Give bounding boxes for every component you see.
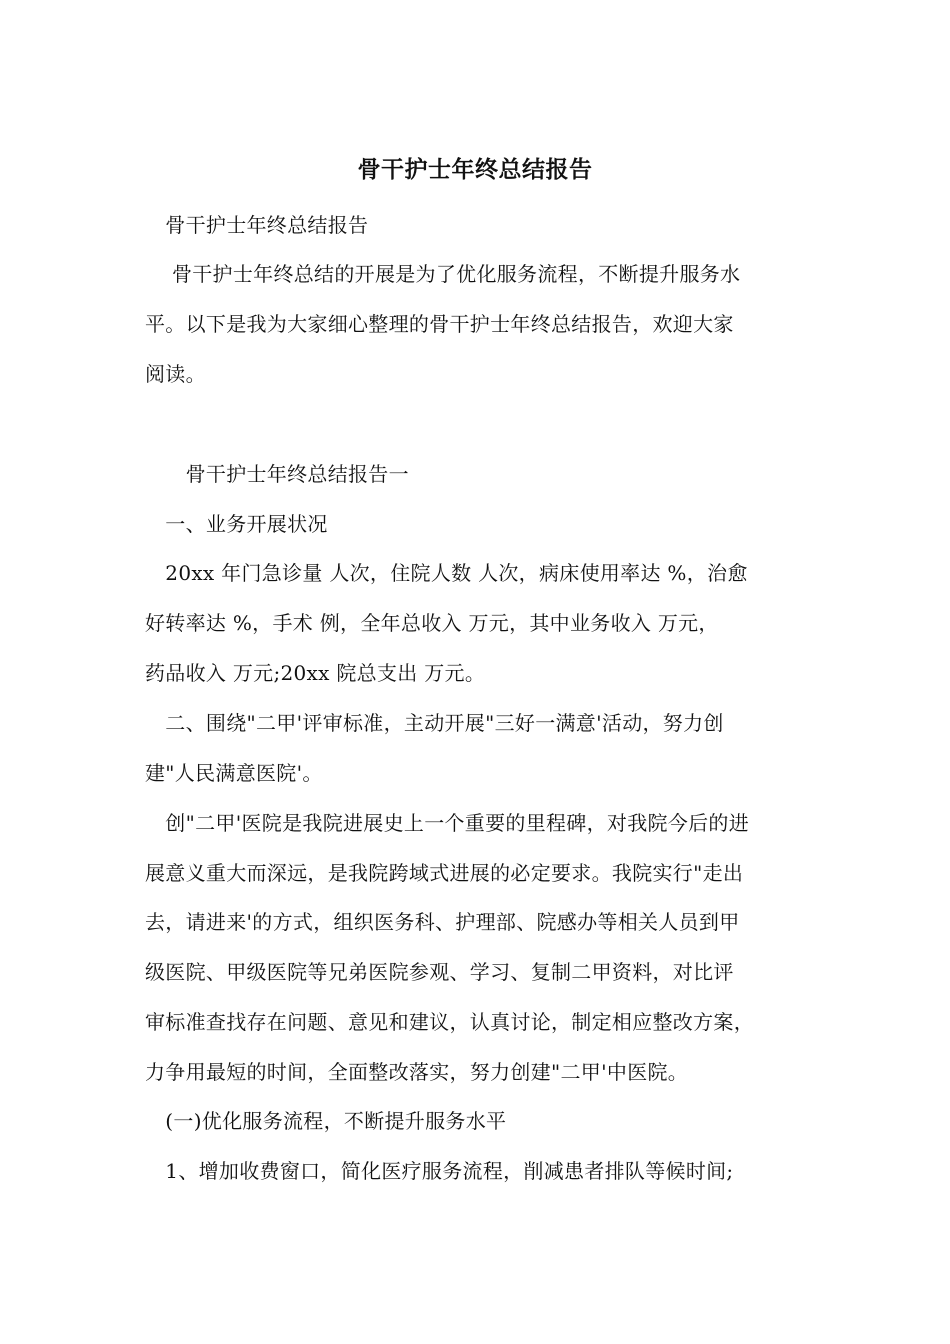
document-title: 骨干护士年终总结报告 [357,156,593,183]
paragraph-line: 去，请进来'的方式，组织医务科、护理部、院感办等相关人员到甲 [145,910,740,934]
paragraph-line: 力争用最短的时间，全面整改落实，努力创建"二甲'中医院。 [145,1060,689,1084]
section-heading: 骨干护士年终总结报告一 [145,462,409,486]
paragraph-line: 药品收入 万元;20xx 院总支出 万元。 [145,661,486,685]
subsection-heading: (一)优化服务流程，不断提升服务水平 [145,1109,507,1133]
section-heading: 二、围绕"二甲'评审标准，主动开展"三好一满意'活动，努力创 [145,711,724,735]
paragraph-line: 创"二甲'医院是我院进展史上一个重要的里程碑，对我院今后的进 [145,811,749,835]
paragraph-line: 平。以下是我为大家细心整理的骨干护士年终总结报告，欢迎大家 [145,312,734,336]
list-item: 1、增加收费窗口，简化医疗服务流程，削减患者排队等候时间; [145,1159,734,1183]
paragraph-line: 展意义重大而深远，是我院跨域式进展的必定要求。我院实行"走出 [145,861,744,885]
section-heading: 建"人民满意医院'。 [145,761,323,785]
paragraph-line: 级医院、甲级医院等兄弟医院参观、学习、复制二甲资料，对比评 [145,960,734,984]
paragraph-line: 阅读。 [145,362,206,386]
paragraph-line: 审标准查找存在问题、意见和建议，认真讨论，制定相应整改方案， [145,1010,754,1034]
section-heading: 一、业务开展状况 [145,512,328,536]
paragraph-line: 骨干护士年终总结的开展是为了优化服务流程，不断提升服务水 [145,262,741,286]
paragraph-line: 20xx 年门急诊量 人次，住院人数 人次，病床使用率达 %，治愈 [145,561,748,585]
paragraph-line: 好转率达 %，手术 例，全年总收入 万元，其中业务收入 万元， [145,611,719,635]
paragraph-line: 骨干护士年终总结报告 [145,213,369,237]
